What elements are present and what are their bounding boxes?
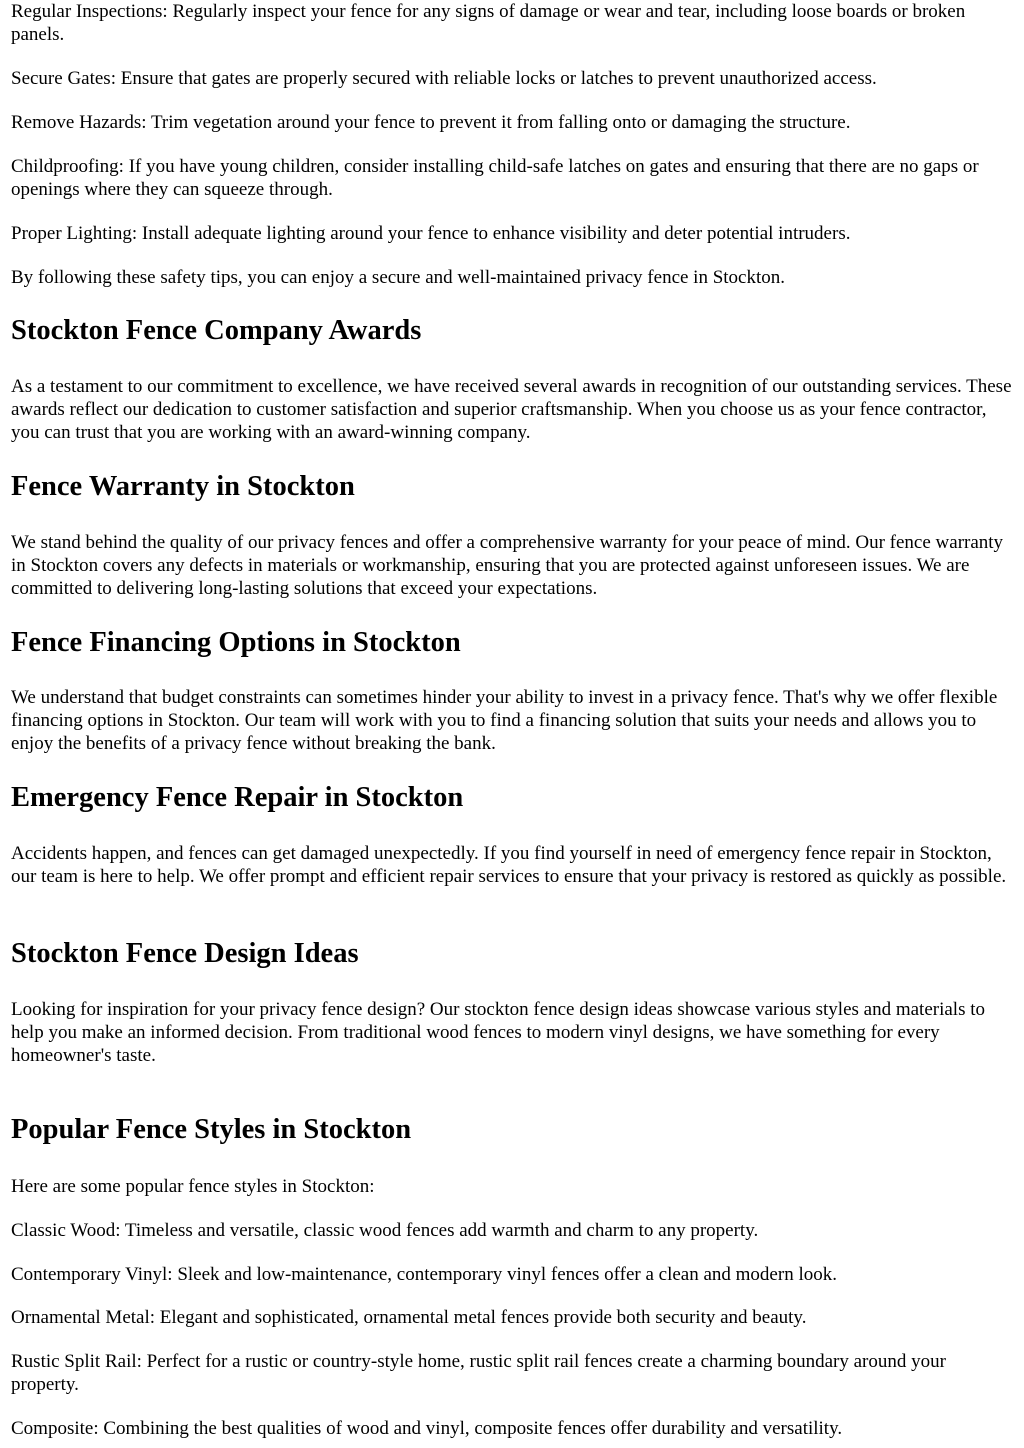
fence-style-item: Ornamental Metal: Elegant and sophisticated, ornamental metal fences provide both security and beauty. (11, 1307, 807, 1328)
emergency-repair-heading: Emergency Fence Repair in Stockton (11, 782, 464, 813)
fence-style-item: Contemporary Vinyl: Sleek and low-maintenance, contemporary vinyl fences offer a clean and modern look. (11, 1264, 837, 1285)
safety-tip-paragraph: Proper Lighting: Install adequate lighting around your fence to enhance visibility and deter potential intruders. (11, 223, 851, 244)
safety-tip-paragraph: Childproofing: If you have young children, consider installing child-safe latches on gates and ensuring that there are no gaps or openings where they can squeeze through. (11, 156, 979, 201)
awards-paragraph: As a testament to our commitment to excellence, we have received several awards in recognition of our outstanding services. These awards reflect our dedication to customer satisfaction and superior craftsmanship. When you choose us as your fence contractor, you can trust that you are working with an award-winning company. (11, 376, 1012, 444)
fence-style-item: Rustic Split Rail: Perfect for a rustic or country-style home, rustic split rail fences create a charming boundary around your property. (11, 1351, 946, 1396)
safety-tip-paragraph: Regular Inspections: Regularly inspect your fence for any signs of damage or wear and tear, including loose boards or broken panels. (11, 1, 966, 46)
safety-tip-paragraph: Remove Hazards: Trim vegetation around your fence to prevent it from falling onto or damaging the structure. (11, 112, 851, 133)
financing-heading: Fence Financing Options in Stockton (11, 627, 461, 658)
safety-tip-paragraph: Secure Gates: Ensure that gates are properly secured with reliable locks or latches to prevent unauthorized access. (11, 68, 877, 89)
emergency-repair-paragraph: Accidents happen, and fences can get damaged unexpectedly. If you find yourself in need of emergency fence repair in Stockton, our team is here to help. We offer prompt and efficient repair services to ensure that your privacy is restored as quickly as possible. (11, 843, 1007, 888)
design-ideas-paragraph: Looking for inspiration for your privacy fence design? Our stockton fence design ideas showcase various styles and materials to help you make an informed decision. From traditional wood fences to modern vinyl designs, we have something for every homeowner's taste. (11, 999, 986, 1067)
fence-style-item: Classic Wood: Timeless and versatile, classic wood fences add warmth and charm to any property. (11, 1220, 759, 1241)
fence-style-item: Composite: Combining the best qualities of wood and vinyl, composite fences offer durability and versatility. (11, 1418, 843, 1439)
fence-styles-intro: Here are some popular fence styles in Stockton: (11, 1176, 375, 1197)
warranty-paragraph: We stand behind the quality of our privacy fences and offer a comprehensive warranty for your peace of mind. Our fence warranty in Stockton covers any defects in materials or workmanship, ensuring that you are protected against unforeseen issues. We are committed to delivering long-lasting solutions that exceed your expectations. (11, 532, 1004, 600)
financing-paragraph: We understand that budget constraints can sometimes hinder your ability to invest in a privacy fence. That's why we offer flexible financing options in Stockton. Our team will work with you to find a financing solution that suits your needs and allows you to enjoy the benefits of a privacy fence without breaking the bank. (11, 687, 998, 755)
awards-heading: Stockton Fence Company Awards (11, 315, 422, 346)
warranty-heading: Fence Warranty in Stockton (11, 471, 355, 502)
design-ideas-heading: Stockton Fence Design Ideas (11, 938, 359, 969)
fence-styles-heading: Popular Fence Styles in Stockton (11, 1114, 412, 1145)
safety-tips-conclusion: By following these safety tips, you can enjoy a secure and well-maintained privacy fence in Stockton. (11, 267, 786, 288)
